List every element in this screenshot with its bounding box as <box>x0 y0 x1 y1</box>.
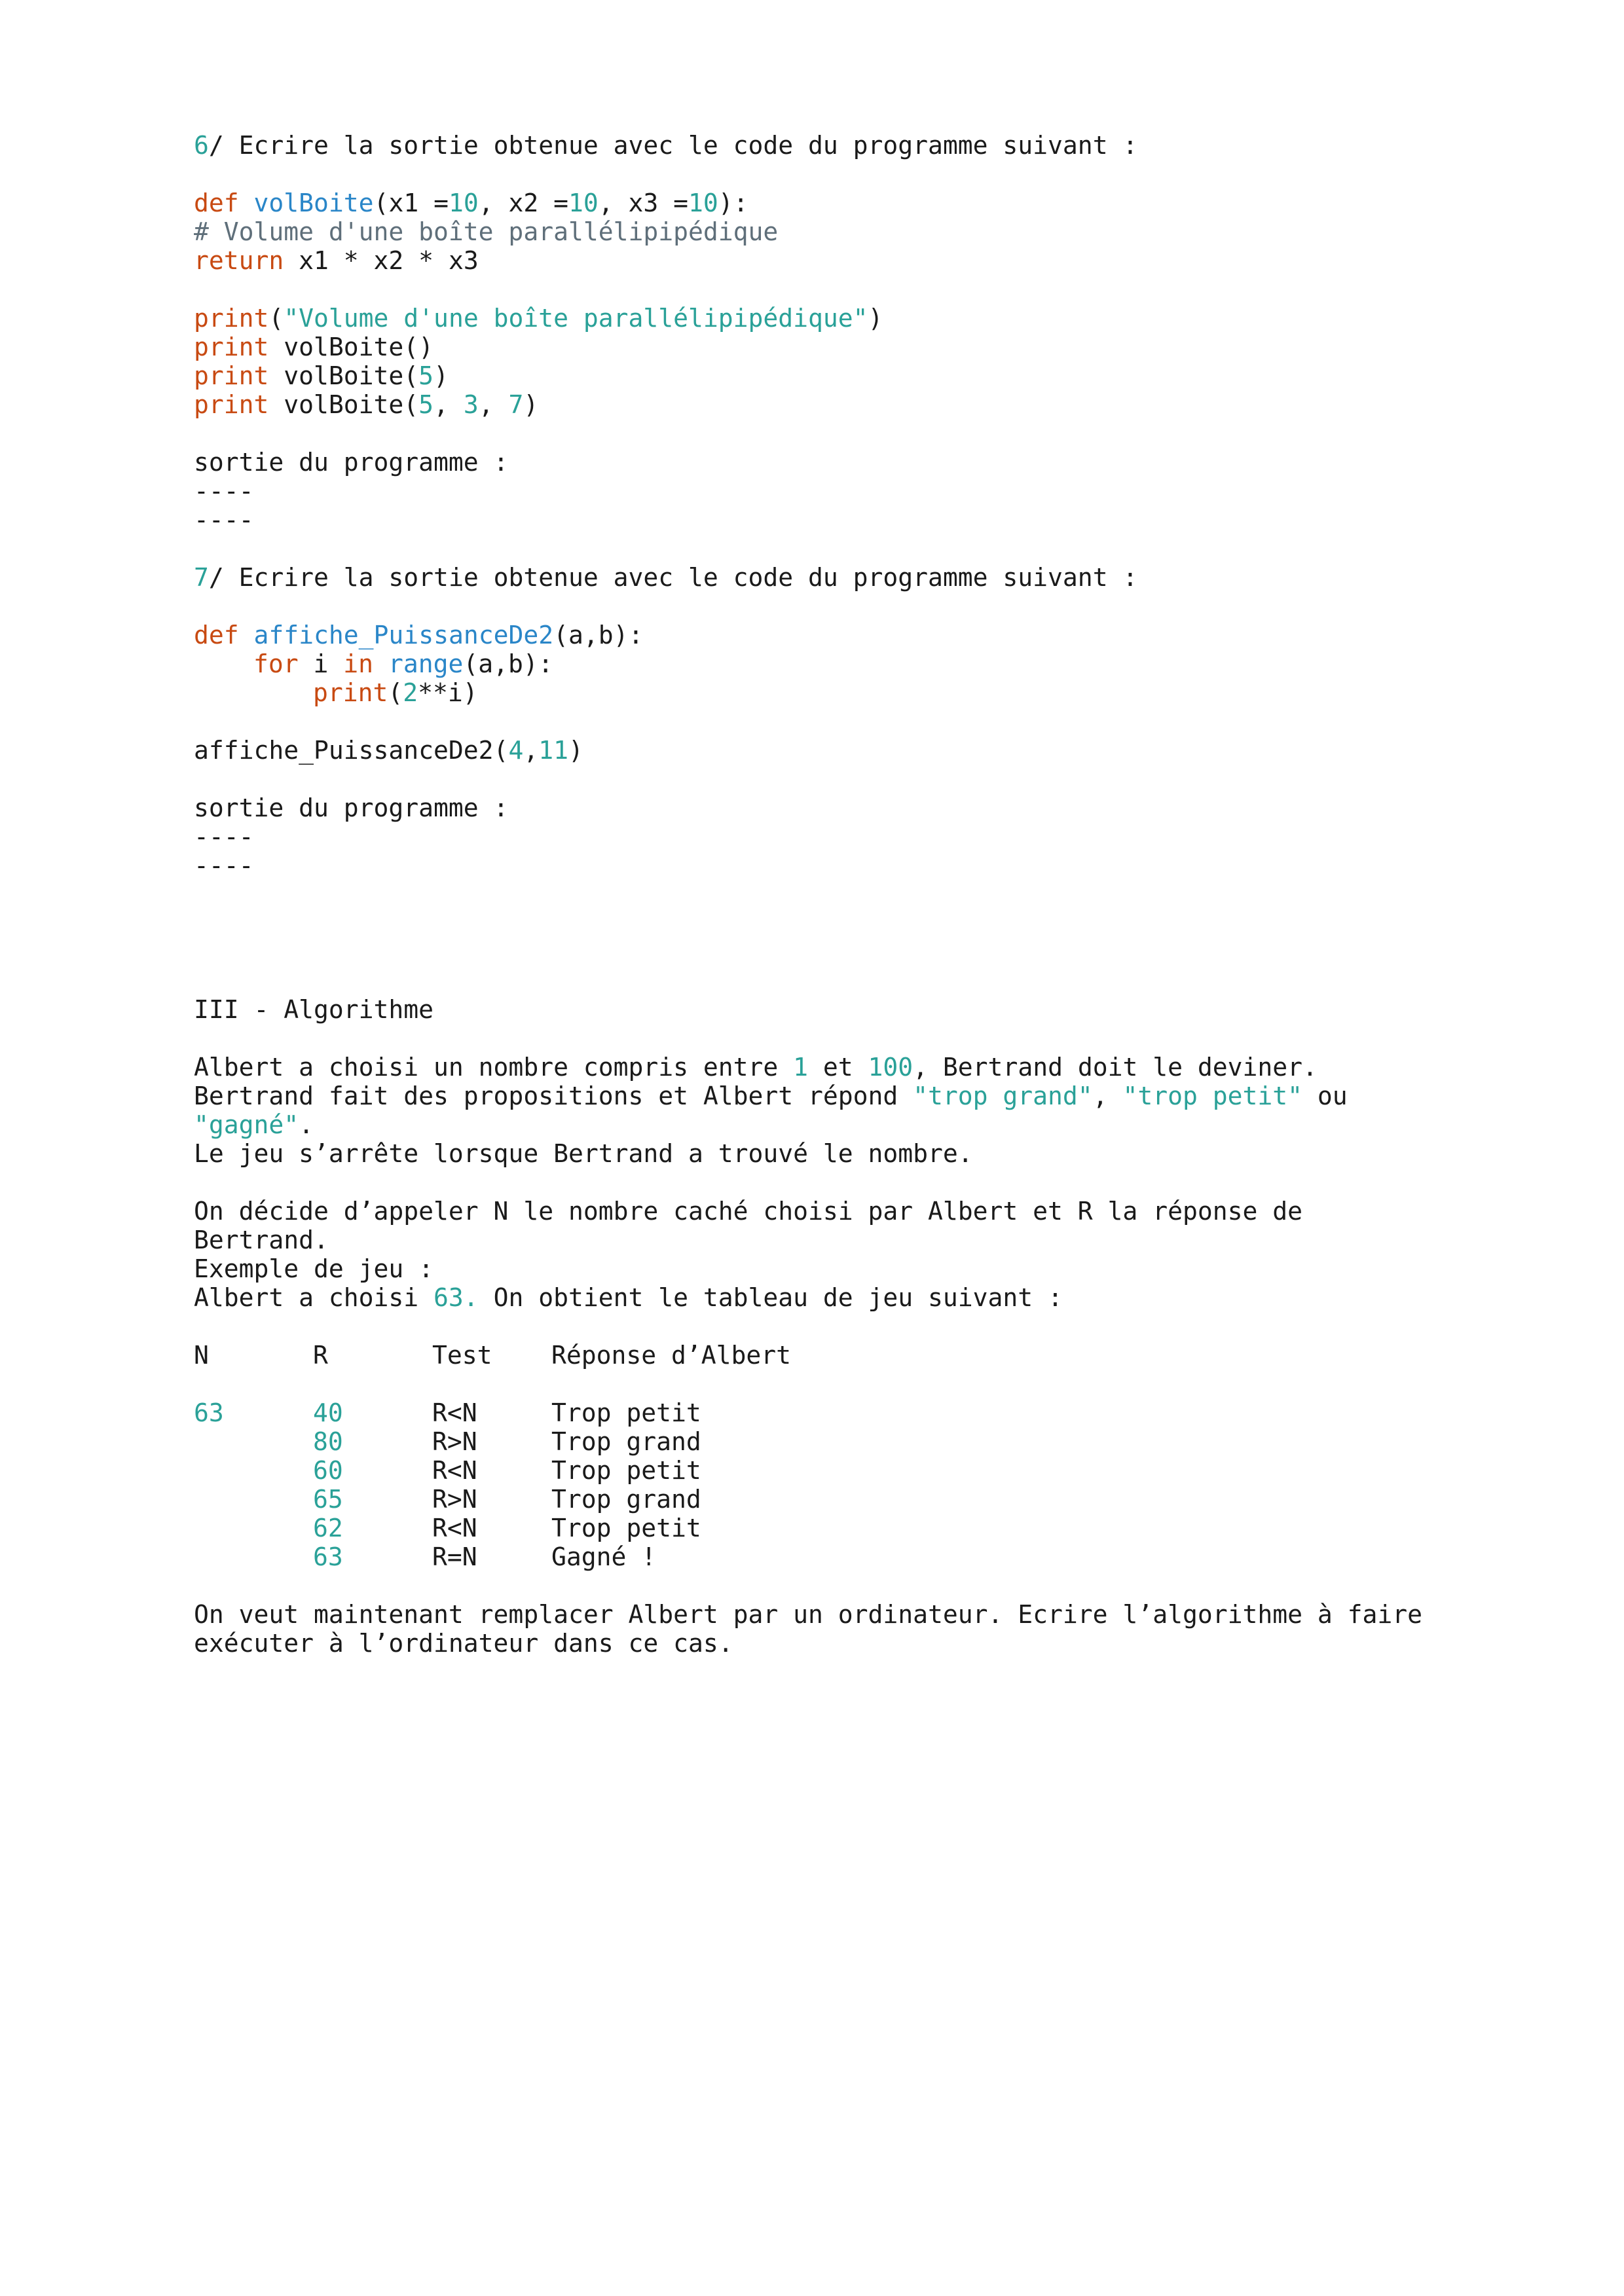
paragraph-line: Bertrand. <box>194 1226 329 1254</box>
test-value: R<N <box>432 1514 477 1542</box>
r-value: 60 <box>313 1456 343 1485</box>
paragraph-line: exécuter à l’ordinateur dans ce cas. <box>194 1629 733 1658</box>
answer-value: Trop grand <box>551 1427 701 1456</box>
paragraph-line: On décide d’appeler N le nombre caché choisi par Albert et R la réponse de <box>194 1197 1302 1226</box>
col-test-header: Test <box>432 1341 492 1370</box>
q7-code-line-3: print(2**i) <box>313 678 478 707</box>
q6-code-line-4: print("Volume d'une boîte parallélipipédique") <box>194 304 883 333</box>
document-page <box>194 131 1504 1658</box>
paragraph-line: "gagné". <box>194 1110 314 1139</box>
r-value: 40 <box>313 1398 343 1427</box>
q7-output-line: ---- <box>194 851 254 880</box>
q6-output-line: ---- <box>194 477 254 505</box>
paragraph-line: On veut maintenant remplacer Albert par un ordinateur. Ecrire l’algorithme à faire <box>194 1600 1422 1629</box>
q7-code-line-2: for i in range(a,b): <box>253 649 553 678</box>
q7-prompt: 7/ Ecrire la sortie obtenue avec le code du programme suivant : <box>194 563 1138 592</box>
paragraph-line: Albert a choisi un nombre compris entre 1 et 100, Bertrand doit le deviner. <box>194 1053 1318 1082</box>
table-row <box>194 1514 1504 1542</box>
answer-value: Trop petit <box>551 1514 701 1542</box>
r-value: 62 <box>313 1514 343 1542</box>
q6-prompt: 6/ Ecrire la sortie obtenue avec le code du programme suivant : <box>194 131 1138 160</box>
q6-output-label: sortie du programme : <box>194 448 509 477</box>
table-row <box>194 1427 1504 1456</box>
paragraph-line: Albert a choisi 63. On obtient le tableau de jeu suivant : <box>194 1283 1063 1312</box>
q6-code-line-1: def volBoite(x1 =10, x2 =10, x3 =10): <box>194 189 748 217</box>
test-value: R>N <box>432 1485 477 1514</box>
q7-output-label: sortie du programme : <box>194 793 509 822</box>
table-row <box>194 1485 1504 1514</box>
test-value: R=N <box>432 1542 477 1571</box>
test-value: R<N <box>432 1398 477 1427</box>
answer-value: Trop petit <box>551 1398 701 1427</box>
table-row <box>194 1542 1504 1571</box>
col-n-header: N <box>194 1341 209 1370</box>
q6-code-line-7: print volBoite(5, 3, 7) <box>194 390 539 419</box>
test-value: R>N <box>432 1427 477 1456</box>
q6-output-line: ---- <box>194 505 254 534</box>
n-value: 63 <box>194 1398 224 1427</box>
col-r-header: R <box>313 1341 328 1370</box>
table-row <box>194 1456 1504 1485</box>
answer-value: Trop petit <box>551 1456 701 1485</box>
table-row <box>194 1398 1504 1427</box>
q6-code-line-6: print volBoite(5) <box>194 361 449 390</box>
answer-value: Trop grand <box>551 1485 701 1514</box>
q6-code-line-2: # Volume d'une boîte parallélipipédique <box>194 217 779 246</box>
q6-code-line-5: print volBoite() <box>194 333 434 361</box>
test-value: R<N <box>432 1456 477 1485</box>
paragraph-line: Bertrand fait des propositions et Albert répond "trop grand", "trop petit" ou <box>194 1082 1348 1110</box>
q6-code-line-3: return x1 * x2 * x3 <box>194 246 479 275</box>
r-value: 63 <box>313 1542 343 1571</box>
paragraph-line: Le jeu s’arrête lorsque Bertrand a trouvé le nombre. <box>194 1139 973 1168</box>
q7-output-line: ---- <box>194 822 254 851</box>
paragraph-line: Exemple de jeu : <box>194 1254 434 1283</box>
answer-value: Gagné ! <box>551 1542 657 1571</box>
game-table-header <box>194 1341 1504 1370</box>
r-value: 65 <box>313 1485 343 1514</box>
col-answer-header: Réponse d’Albert <box>551 1341 792 1370</box>
q7-code-line-1: def affiche_PuissanceDe2(a,b): <box>194 621 644 649</box>
q7-call-line: affiche_PuissanceDe2(4,11) <box>194 736 583 765</box>
section-title: III - Algorithme <box>194 995 434 1024</box>
r-value: 80 <box>313 1427 343 1456</box>
